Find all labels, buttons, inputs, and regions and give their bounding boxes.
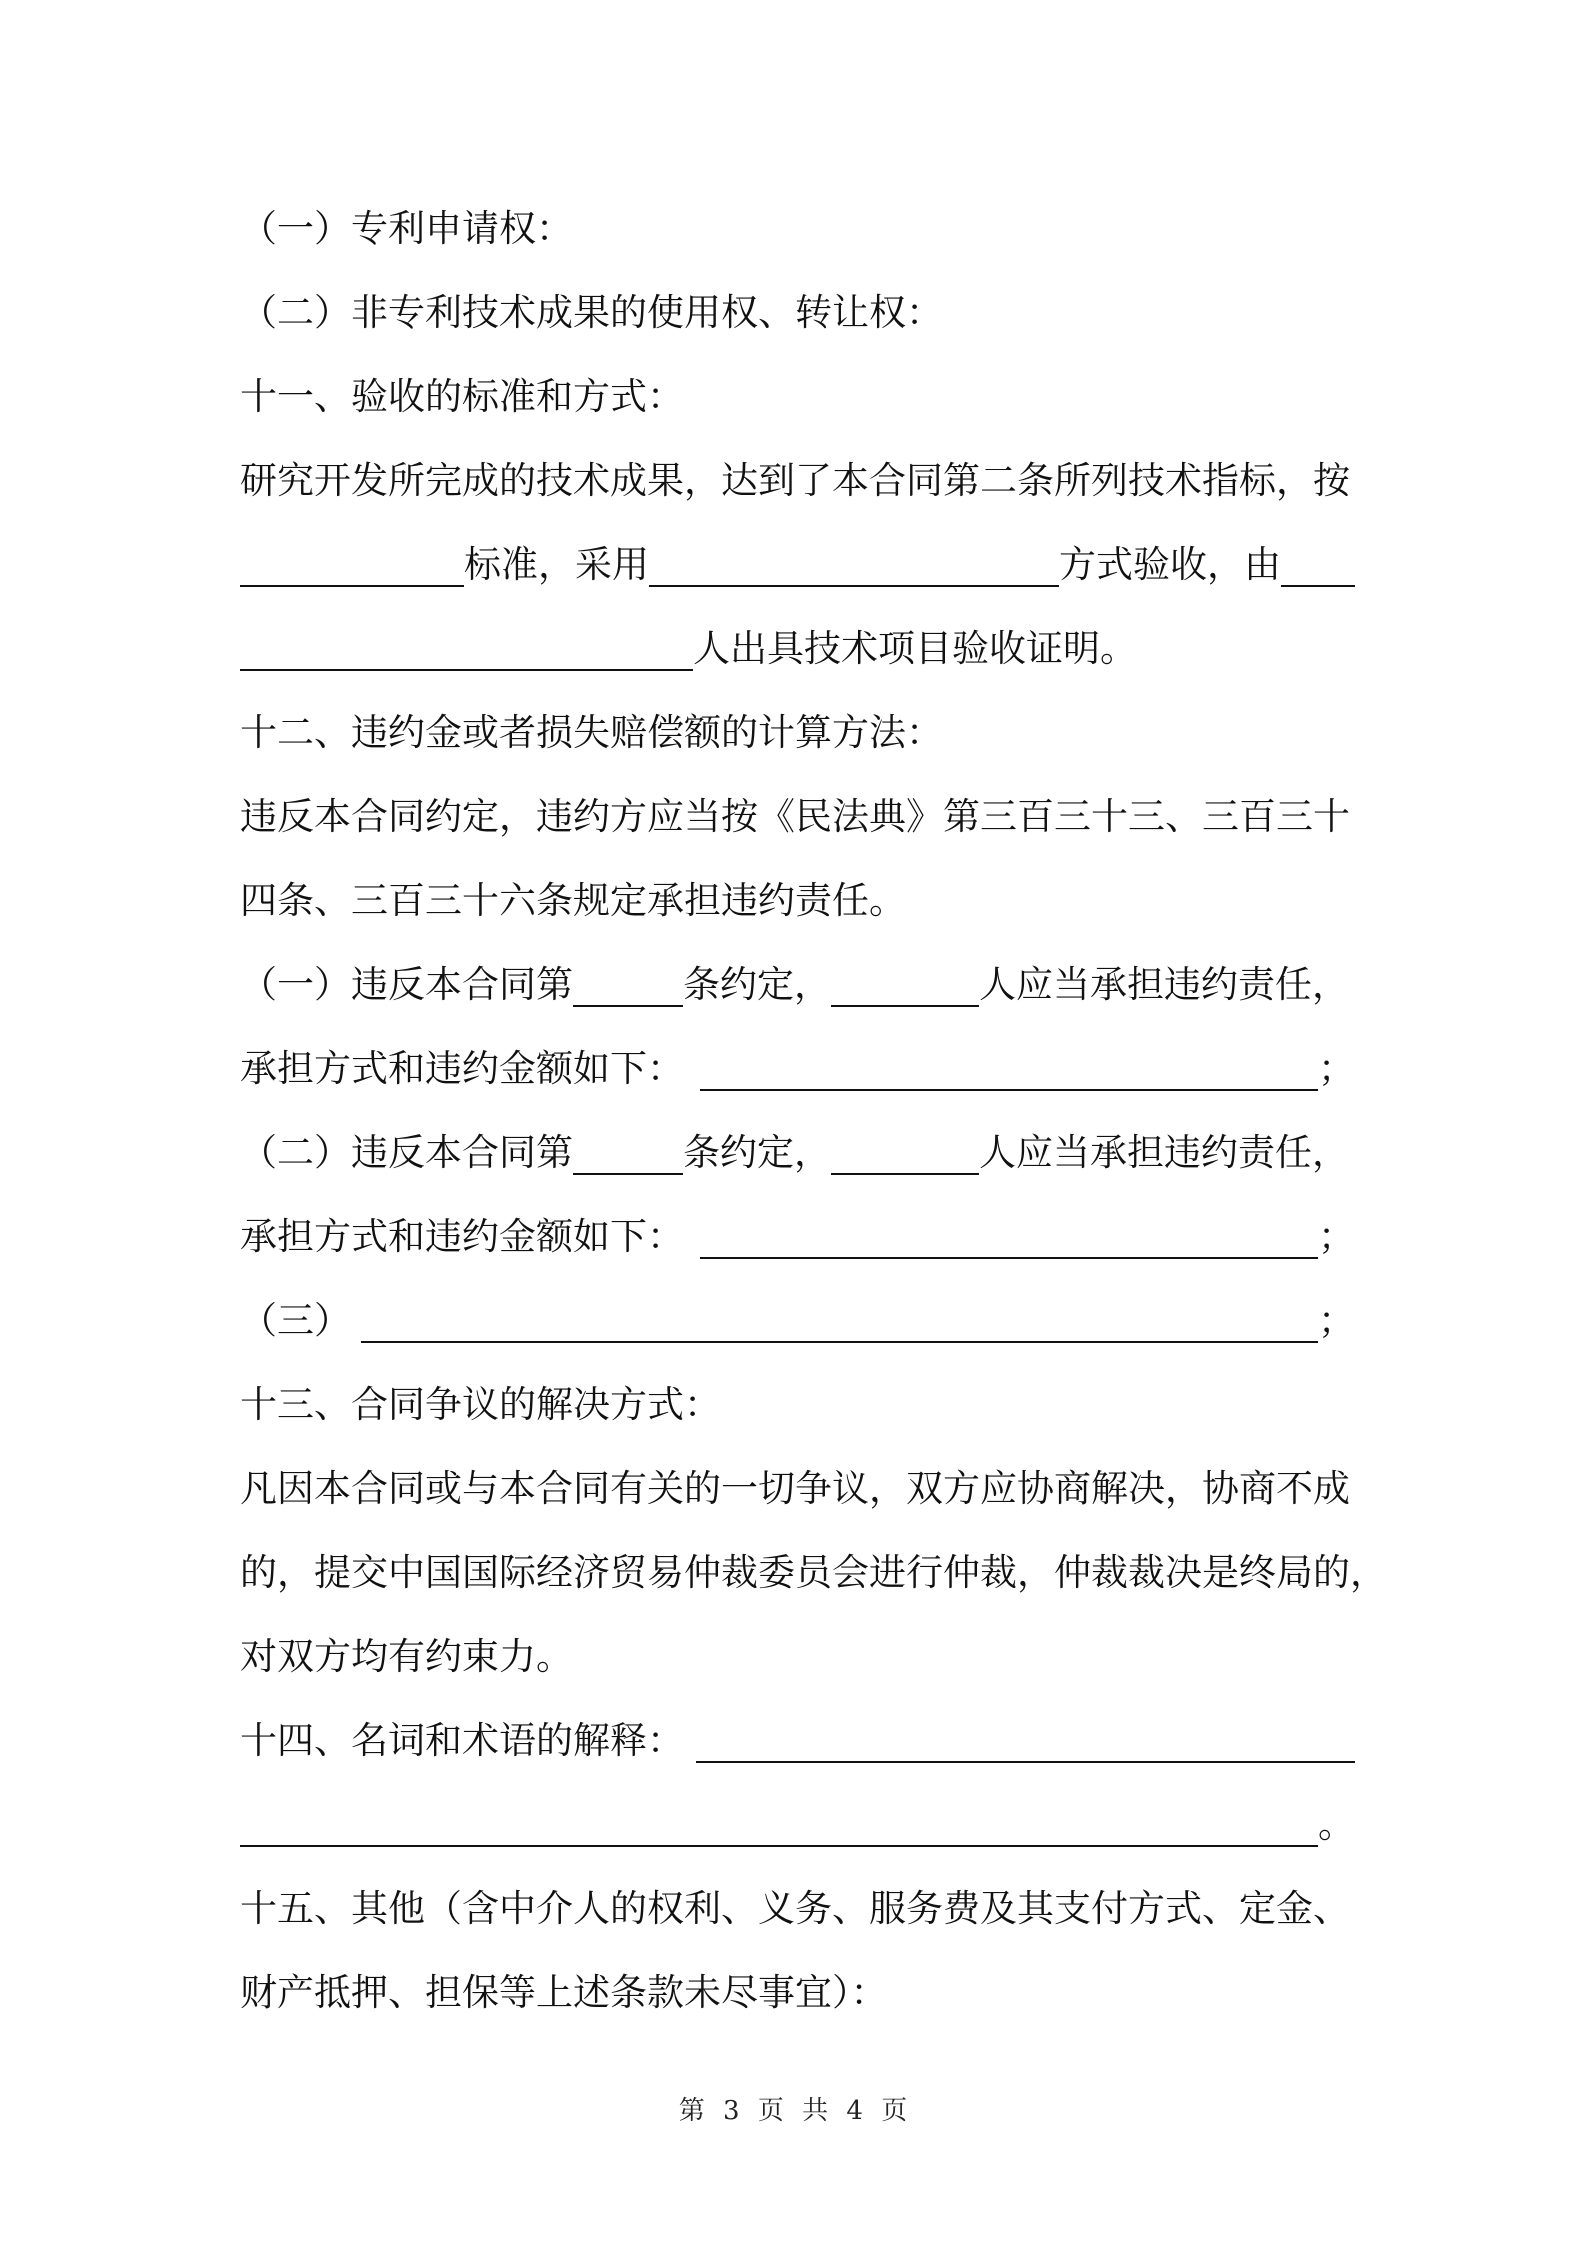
blank-method — [649, 543, 1059, 587]
section-13-body-line-1 — [240, 1459, 1355, 1519]
section-14-line-2 — [240, 1795, 1355, 1855]
blank-liability-terms — [700, 1047, 1318, 1091]
section-12-heading — [240, 703, 1355, 763]
body-text: 承担方式和违约金额如下： — [240, 1047, 684, 1090]
body-text: 对双方均有约束力。 — [240, 1635, 573, 1678]
clause-12-2-line-2 — [240, 1207, 1355, 1267]
body-text: 凡因本合同或与本合同有关的一切争议，双方应协商解决，协商不成 — [240, 1467, 1350, 1510]
blank-verifier-cont — [240, 627, 693, 671]
blank-other-liability — [361, 1299, 1318, 1343]
section-11-body-line-2 — [240, 535, 1355, 595]
section-heading: 十二、违约金或者损失赔偿额的计算方法： — [240, 711, 943, 754]
section-heading: 十四、名词和术语的解释： — [240, 1719, 684, 1762]
body-text: 人应当承担违约责任， — [979, 963, 1349, 1006]
clause-10-1 — [240, 199, 1355, 259]
punctuation: ； — [1318, 1299, 1355, 1342]
clause-text: （二）非专利技术成果的使用权、转让权： — [240, 291, 943, 334]
blank-party — [831, 1131, 979, 1175]
body-text: 标准，采用 — [464, 543, 649, 586]
section-heading: 财产抵押、担保等上述条款未尽事宜）： — [240, 1971, 888, 2014]
body-text: 人应当承担违约责任， — [979, 1131, 1349, 1174]
clause-12-3 — [240, 1291, 1355, 1351]
body-text: 条约定， — [683, 1131, 831, 1174]
page-number-footer: 第 3 页 共 4 页 — [678, 2096, 908, 2126]
section-heading: 十五、其他（含中介人的权利、义务、服务费及其支付方式、定金、 — [240, 1887, 1350, 1930]
blank-article-no — [573, 1131, 683, 1175]
section-11-body-line-1 — [240, 451, 1355, 511]
section-11-body-line-3 — [240, 619, 1355, 679]
blank-article-no — [573, 963, 683, 1007]
section-13-body-line-2 — [240, 1543, 1387, 1603]
clause-10-2 — [240, 283, 1355, 343]
section-13-body-line-3 — [240, 1627, 1355, 1687]
clause-12-1-line-1 — [240, 955, 1355, 1015]
section-11-heading — [240, 367, 1355, 427]
section-heading: 十一、验收的标准和方式： — [240, 375, 684, 418]
body-text: 违反本合同约定，违约方应当按《民法典》第三百三十三、三百三十 — [240, 795, 1350, 838]
body-text: （二）违反本合同第 — [240, 1131, 573, 1174]
body-text: （三） — [240, 1299, 351, 1342]
body-text: 四条、三百三十六条规定承担违约责任。 — [240, 879, 906, 922]
body-text: 研究开发所完成的技术成果，达到了本合同第二条所列技术指标，按 — [240, 459, 1350, 502]
punctuation: 。 — [1318, 1803, 1355, 1846]
punctuation: ； — [1318, 1047, 1355, 1090]
section-15-heading-line-1 — [240, 1879, 1355, 1939]
section-13-heading — [240, 1375, 1355, 1435]
body-text: 人出具技术项目验收证明。 — [693, 627, 1137, 670]
blank-party — [831, 963, 979, 1007]
blank-standard — [240, 543, 464, 587]
blank-terms-definition-cont — [240, 1803, 1318, 1847]
section-15-heading-line-2 — [240, 1963, 1355, 2023]
clause-text: （一）专利申请权： — [240, 207, 573, 250]
punctuation: ； — [1318, 1215, 1355, 1258]
section-12-body-line-1 — [240, 787, 1355, 847]
body-text: 条约定， — [683, 963, 831, 1006]
body-text: 承担方式和违约金额如下： — [240, 1215, 684, 1258]
section-14-heading — [240, 1711, 1355, 1771]
clause-12-1-line-2 — [240, 1039, 1355, 1099]
body-text: 方式验收，由 — [1059, 543, 1281, 586]
section-heading: 十三、合同争议的解决方式： — [240, 1383, 721, 1426]
body-text: （一）违反本合同第 — [240, 963, 573, 1006]
clause-12-2-line-1 — [240, 1123, 1355, 1183]
blank-verifier — [1281, 543, 1355, 587]
blank-liability-terms — [700, 1215, 1318, 1259]
body-text: 的，提交中国国际经济贸易仲裁委员会进行仲裁，仲裁裁决是终局的， — [240, 1551, 1387, 1594]
blank-terms-definition — [696, 1719, 1355, 1763]
section-12-body-line-2 — [240, 871, 1355, 931]
